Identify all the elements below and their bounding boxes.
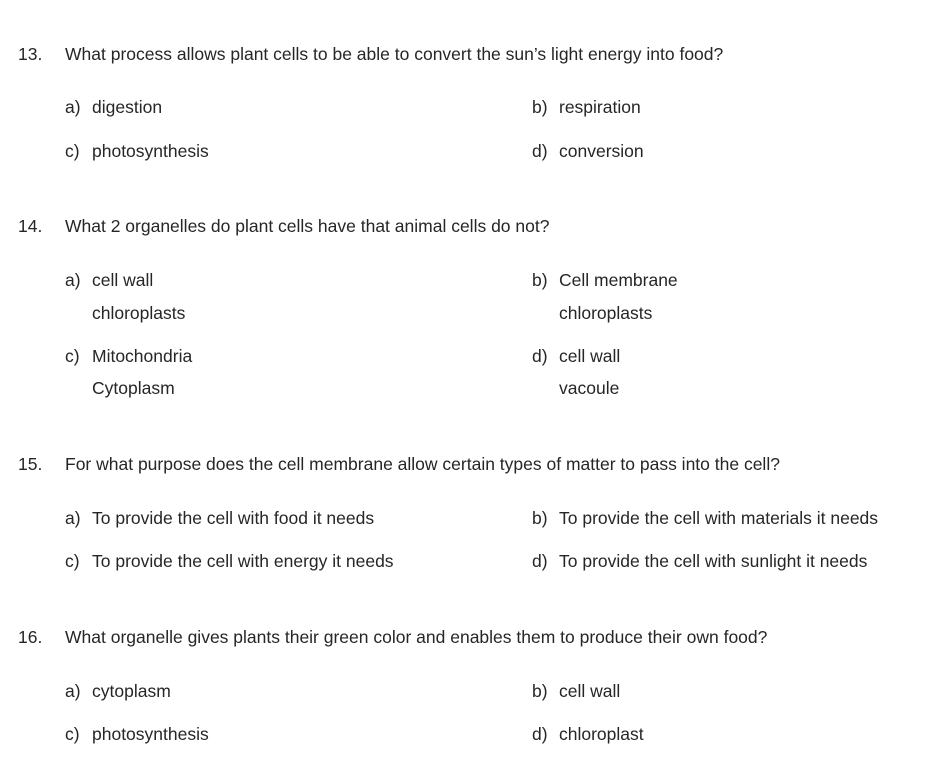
choice-text: vacoule (559, 378, 620, 398)
choice-text: conversion (559, 141, 644, 161)
choice-text: cell wall (92, 270, 154, 290)
question-number: 15. (18, 454, 43, 474)
choice-letter: a) (65, 270, 81, 290)
choice-text: cell wall (559, 681, 621, 701)
question-number: 16. (18, 627, 43, 647)
choice-text: digestion (92, 97, 163, 117)
choice-text: respiration (559, 97, 641, 117)
choice-text: To provide the cell with food it needs (92, 508, 375, 528)
choice-letter: c) (65, 141, 80, 161)
choice-letter: c) (65, 551, 80, 571)
choice-letter: d) (532, 346, 548, 366)
question-text: What 2 organelles do plant cells have that animal cells do not? (65, 216, 550, 236)
choice-text: To provide the cell with materials it needs (559, 508, 879, 528)
choice-letter: d) (532, 724, 548, 744)
question-number: 14. (18, 216, 43, 236)
choice-text: chloroplasts (92, 303, 186, 323)
choice-letter: d) (532, 141, 548, 161)
choice-text: chloroplast (559, 724, 644, 744)
choice-text: chloroplasts (559, 303, 653, 323)
choice-letter: c) (65, 724, 80, 744)
choice-text: cytoplasm (92, 681, 171, 701)
choice-letter: c) (65, 346, 80, 366)
choice-text: Cell membrane (559, 270, 678, 290)
choice-letter: b) (532, 681, 548, 701)
choice-text: cell wall (559, 346, 621, 366)
question-text: What organelle gives plants their green color and enables them to produce their own food? (65, 627, 768, 647)
question-number: 13. (18, 44, 43, 64)
choice-letter: a) (65, 508, 81, 528)
choice-letter: b) (532, 508, 548, 528)
choice-text: Cytoplasm (92, 378, 175, 398)
choice-text: photosynthesis (92, 141, 209, 161)
choice-text: To provide the cell with sunlight it needs (559, 551, 868, 571)
choice-letter: a) (65, 681, 81, 701)
choice-letter: b) (532, 97, 548, 117)
choice-text: Mitochondria (92, 346, 193, 366)
choice-letter: a) (65, 97, 81, 117)
choice-letter: d) (532, 551, 548, 571)
choice-letter: b) (532, 270, 548, 290)
question-text: What process allows plant cells to be able to convert the sun’s light energy into food? (65, 44, 724, 64)
choice-text: photosynthesis (92, 724, 209, 744)
question-text: For what purpose does the cell membrane allow certain types of matter to pass into the cell? (65, 454, 780, 474)
choice-text: To provide the cell with energy it needs (92, 551, 394, 571)
